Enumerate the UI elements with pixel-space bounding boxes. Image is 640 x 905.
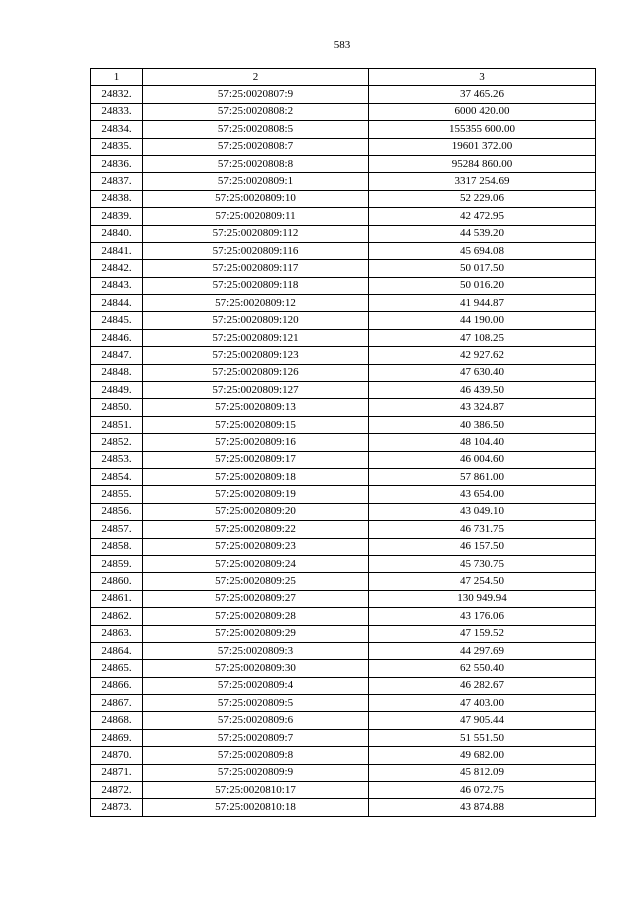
table-row (91, 573, 596, 590)
cadastral-number-cell: 57:25:0020809:15 (143, 416, 369, 433)
table-row (91, 729, 596, 746)
cadastral-value-cell: 45 694.08 (369, 242, 596, 259)
row-number-cell: 24857. (91, 521, 143, 538)
cadastral-value-cell: 46 439.50 (369, 382, 596, 399)
cadastral-number-cell: 57:25:0020807:9 (143, 86, 369, 103)
row-number-cell: 24861. (91, 590, 143, 607)
cadastral-number-cell: 57:25:0020809:121 (143, 329, 369, 346)
cadastral-number-cell: 57:25:0020808:8 (143, 155, 369, 172)
row-number-cell: 24835. (91, 138, 143, 155)
table-row (91, 695, 596, 712)
row-number-cell: 24838. (91, 190, 143, 207)
cadastral-number-cell: 57:25:0020810:18 (143, 799, 369, 816)
cadastral-value-cell: 48 104.40 (369, 434, 596, 451)
cadastral-value-cell: 43 324.87 (369, 399, 596, 416)
row-number-cell: 24855. (91, 486, 143, 503)
cadastral-number-cell: 57:25:0020809:24 (143, 555, 369, 572)
row-number-cell: 24843. (91, 277, 143, 294)
cadastral-number-cell: 57:25:0020809:27 (143, 590, 369, 607)
table-row (91, 521, 596, 538)
cadastral-value-cell: 130 949.94 (369, 590, 596, 607)
row-number-cell: 24869. (91, 729, 143, 746)
row-number-cell: 24862. (91, 608, 143, 625)
cadastral-value-cell: 47 254.50 (369, 573, 596, 590)
cadastral-value-cell: 43 654.00 (369, 486, 596, 503)
cadastral-number-cell: 57:25:0020808:2 (143, 103, 369, 120)
row-number-cell: 24852. (91, 434, 143, 451)
row-number-cell: 24859. (91, 555, 143, 572)
row-number-cell: 24865. (91, 660, 143, 677)
cadastral-number-cell: 57:25:0020809:22 (143, 521, 369, 538)
table-header-row (91, 69, 596, 86)
cadastral-number-cell: 57:25:0020809:116 (143, 242, 369, 259)
cadastral-value-cell: 43 049.10 (369, 503, 596, 520)
cadastral-value-cell: 44 190.00 (369, 312, 596, 329)
table-row (91, 382, 596, 399)
cadastral-value-cell: 41 944.87 (369, 295, 596, 312)
row-number-cell: 24839. (91, 208, 143, 225)
cadastral-value-cell: 47 108.25 (369, 329, 596, 346)
cadastral-value-cell: 47 159.52 (369, 625, 596, 642)
cadastral-number-cell: 57:25:0020809:8 (143, 747, 369, 764)
cadastral-value-cell: 57 861.00 (369, 468, 596, 485)
cadastral-number-cell: 57:25:0020809:10 (143, 190, 369, 207)
row-number-cell: 24856. (91, 503, 143, 520)
row-number-cell: 24840. (91, 225, 143, 242)
row-number-cell: 24832. (91, 86, 143, 103)
table-body (91, 69, 596, 817)
cadastral-value-cell: 46 282.67 (369, 677, 596, 694)
table-row (91, 451, 596, 468)
row-number-cell: 24853. (91, 451, 143, 468)
cadastral-value-cell: 44 539.20 (369, 225, 596, 242)
row-number-cell: 24849. (91, 382, 143, 399)
cadastral-value-cell: 49 682.00 (369, 747, 596, 764)
cadastral-value-cell: 50 016.20 (369, 277, 596, 294)
row-number-cell: 24837. (91, 173, 143, 190)
cadastral-number-cell: 57:25:0020809:18 (143, 468, 369, 485)
table-row (91, 225, 596, 242)
cadastral-value-cell: 47 403.00 (369, 695, 596, 712)
cadastral-number-cell: 57:25:0020809:17 (143, 451, 369, 468)
cadastral-value-cell: 42 927.62 (369, 347, 596, 364)
cadastral-value-cell: 40 386.50 (369, 416, 596, 433)
row-number-cell: 24854. (91, 468, 143, 485)
row-number-cell: 24860. (91, 573, 143, 590)
table-row (91, 190, 596, 207)
table-row (91, 121, 596, 138)
table-row (91, 295, 596, 312)
cadastral-number-cell: 57:25:0020809:23 (143, 538, 369, 555)
row-number-cell: 24866. (91, 677, 143, 694)
column-header-3: 3 (369, 69, 596, 86)
cadastral-number-cell: 57:25:0020809:120 (143, 312, 369, 329)
row-number-cell: 24836. (91, 155, 143, 172)
row-number-cell: 24844. (91, 295, 143, 312)
cadastral-number-cell: 57:25:0020809:1 (143, 173, 369, 190)
cadastral-value-cell: 19601 372.00 (369, 138, 596, 155)
table-row (91, 242, 596, 259)
cadastral-number-cell: 57:25:0020809:30 (143, 660, 369, 677)
row-number-cell: 24872. (91, 782, 143, 799)
table-row (91, 608, 596, 625)
cadastral-number-cell: 57:25:0020809:118 (143, 277, 369, 294)
cadastral-number-cell: 57:25:0020809:127 (143, 382, 369, 399)
row-number-cell: 24850. (91, 399, 143, 416)
row-number-cell: 24868. (91, 712, 143, 729)
cadastral-number-cell: 57:25:0020809:29 (143, 625, 369, 642)
row-number-cell: 24833. (91, 103, 143, 120)
row-number-cell: 24858. (91, 538, 143, 555)
table-row (91, 555, 596, 572)
column-header-2: 2 (143, 69, 369, 86)
row-number-cell: 24842. (91, 260, 143, 277)
row-number-cell: 24870. (91, 747, 143, 764)
row-number-cell: 24851. (91, 416, 143, 433)
table-row (91, 434, 596, 451)
cadastral-value-cell: 42 472.95 (369, 208, 596, 225)
table-row (91, 399, 596, 416)
cadastral-value-cell: 6000 420.00 (369, 103, 596, 120)
table-row (91, 625, 596, 642)
cadastral-number-cell: 57:25:0020808:7 (143, 138, 369, 155)
cadastral-number-cell: 57:25:0020809:5 (143, 695, 369, 712)
cadastral-number-cell: 57:25:0020809:12 (143, 295, 369, 312)
row-number-cell: 24873. (91, 799, 143, 816)
cadastral-number-cell: 57:25:0020809:13 (143, 399, 369, 416)
cadastral-value-cell: 47 905.44 (369, 712, 596, 729)
cadastral-value-cell: 62 550.40 (369, 660, 596, 677)
table-row (91, 260, 596, 277)
table-row (91, 642, 596, 659)
table-row (91, 660, 596, 677)
cadastral-value-cell: 46 157.50 (369, 538, 596, 555)
row-number-cell: 24864. (91, 642, 143, 659)
table-row (91, 747, 596, 764)
cadastral-value-cell: 43 874.88 (369, 799, 596, 816)
cadastral-number-cell: 57:25:0020809:20 (143, 503, 369, 520)
table-row (91, 538, 596, 555)
table-row (91, 277, 596, 294)
table-row (91, 764, 596, 781)
row-number-cell: 24841. (91, 242, 143, 259)
cadastral-number-cell: 57:25:0020809:19 (143, 486, 369, 503)
table-row (91, 712, 596, 729)
cadastral-number-cell: 57:25:0020809:11 (143, 208, 369, 225)
cadastral-value-cell: 46 072.75 (369, 782, 596, 799)
cadastral-number-cell: 57:25:0020809:123 (143, 347, 369, 364)
row-number-cell: 24834. (91, 121, 143, 138)
row-number-cell: 24867. (91, 695, 143, 712)
cadastral-number-cell: 57:25:0020808:5 (143, 121, 369, 138)
table-row (91, 155, 596, 172)
row-number-cell: 24846. (91, 329, 143, 346)
cadastral-value-cell: 3317 254.69 (369, 173, 596, 190)
cadastral-number-cell: 57:25:0020809:117 (143, 260, 369, 277)
page-number: 583 (333, 39, 351, 51)
cadastral-value-cell: 46 004.60 (369, 451, 596, 468)
table-row (91, 782, 596, 799)
cadastral-value-cell: 95284 860.00 (369, 155, 596, 172)
cadastral-number-cell: 57:25:0020809:7 (143, 729, 369, 746)
cadastral-value-cell: 37 465.26 (369, 86, 596, 103)
cadastral-number-cell: 57:25:0020810:17 (143, 782, 369, 799)
cadastral-value-cell: 155355 600.00 (369, 121, 596, 138)
table-row (91, 416, 596, 433)
table-row (91, 103, 596, 120)
column-header-1: 1 (91, 69, 143, 86)
table-row (91, 138, 596, 155)
row-number-cell: 24871. (91, 764, 143, 781)
cadastral-value-cell: 45 812.09 (369, 764, 596, 781)
cadastral-value-cell: 44 297.69 (369, 642, 596, 659)
table-row (91, 347, 596, 364)
table-row (91, 590, 596, 607)
row-number-cell: 24847. (91, 347, 143, 364)
cadastral-value-cell: 47 630.40 (369, 364, 596, 381)
table-row (91, 799, 596, 816)
table-row (91, 503, 596, 520)
cadastral-number-cell: 57:25:0020809:28 (143, 608, 369, 625)
cadastral-value-cell: 52 229.06 (369, 190, 596, 207)
cadastral-number-cell: 57:25:0020809:16 (143, 434, 369, 451)
table-row (91, 329, 596, 346)
cadastral-number-cell: 57:25:0020809:4 (143, 677, 369, 694)
table-row (91, 86, 596, 103)
cadastral-number-cell: 57:25:0020809:9 (143, 764, 369, 781)
cadastral-number-cell: 57:25:0020809:126 (143, 364, 369, 381)
table-row (91, 486, 596, 503)
cadastral-value-cell: 51 551.50 (369, 729, 596, 746)
cadastral-number-cell: 57:25:0020809:3 (143, 642, 369, 659)
cadastral-value-table (90, 68, 596, 817)
table-row (91, 468, 596, 485)
table-row (91, 173, 596, 190)
cadastral-number-cell: 57:25:0020809:6 (143, 712, 369, 729)
cadastral-number-cell: 57:25:0020809:25 (143, 573, 369, 590)
cadastral-value-cell: 50 017.50 (369, 260, 596, 277)
cadastral-value-cell: 43 176.06 (369, 608, 596, 625)
row-number-cell: 24863. (91, 625, 143, 642)
row-number-cell: 24845. (91, 312, 143, 329)
table-row (91, 312, 596, 329)
table-row (91, 677, 596, 694)
cadastral-value-cell: 45 730.75 (369, 555, 596, 572)
cadastral-number-cell: 57:25:0020809:112 (143, 225, 369, 242)
cadastral-value-cell: 46 731.75 (369, 521, 596, 538)
table-row (91, 364, 596, 381)
row-number-cell: 24848. (91, 364, 143, 381)
table-row (91, 208, 596, 225)
